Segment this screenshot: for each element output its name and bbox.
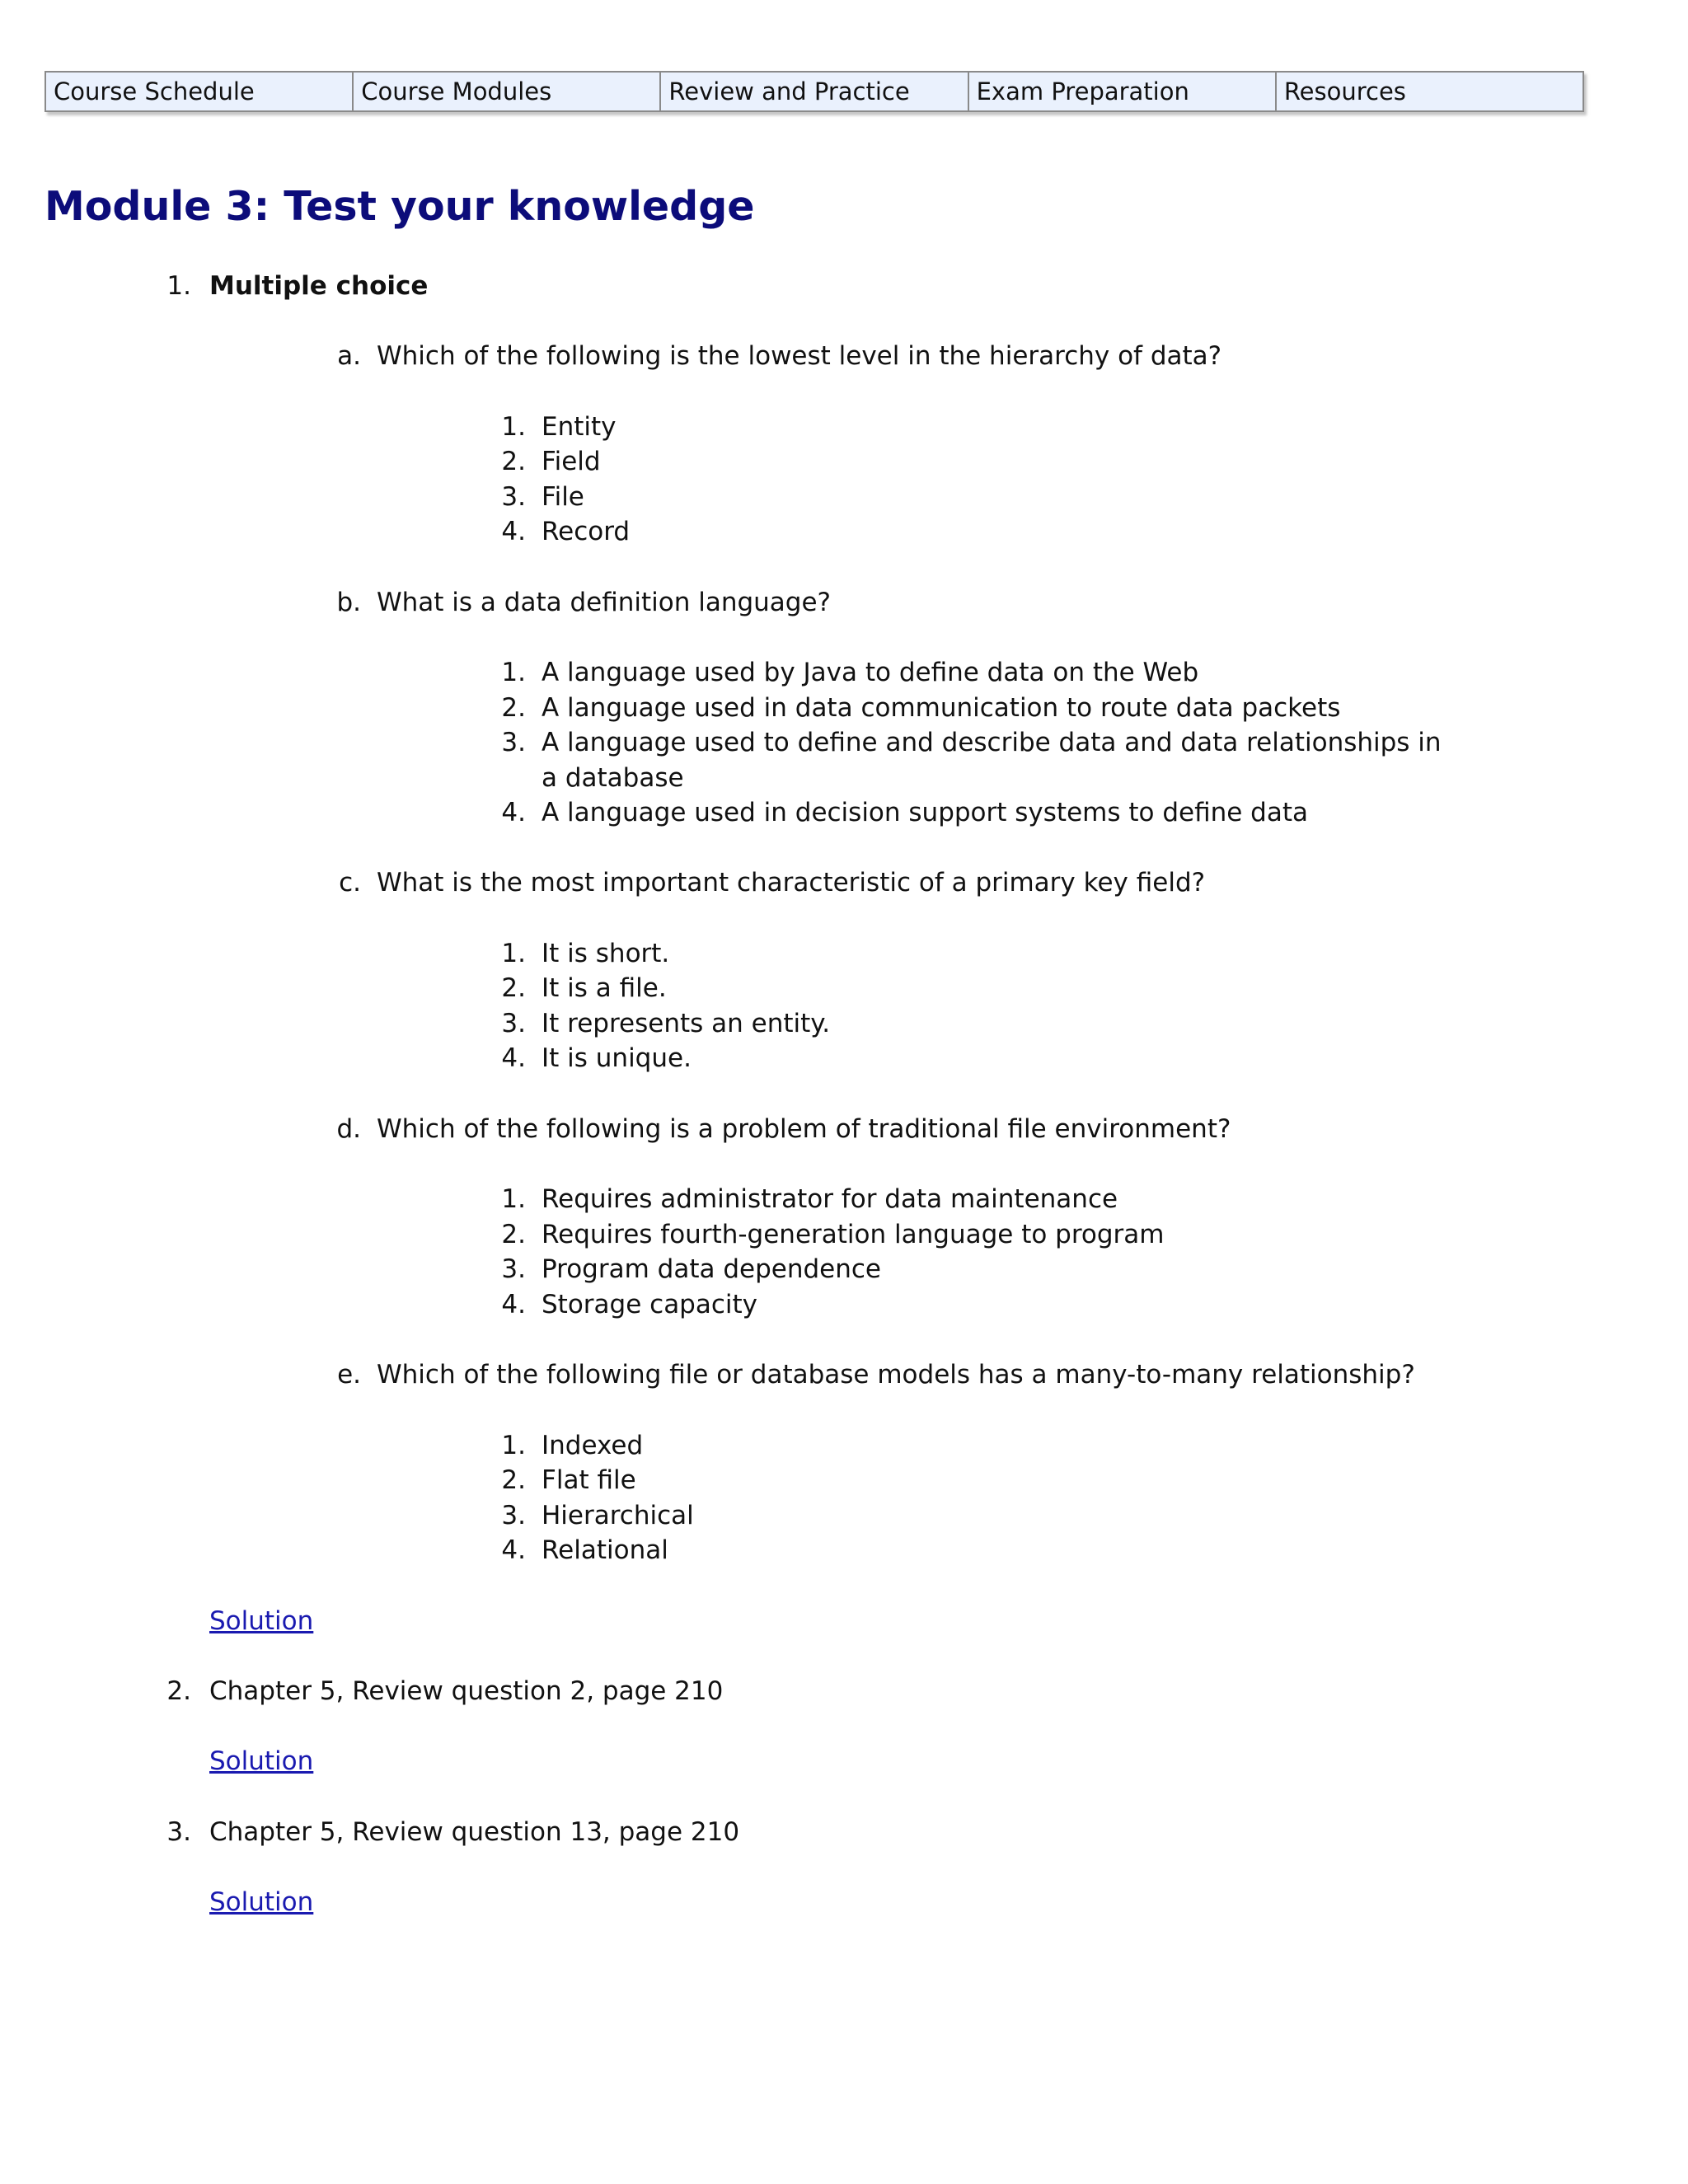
option-text: Relational [542,1535,668,1565]
item-title: Chapter 5, Review question 2, page 210 [209,1676,724,1706]
question-letter: e. [337,1360,361,1390]
nav-tab-course-schedule[interactable]: Course Schedule [46,73,354,110]
option-number: 3. [501,1501,526,1530]
option-text: Storage capacity [542,1290,758,1319]
option-number: 2. [501,447,526,476]
item-title: Chapter 5, Review question 13, page 210 [209,1817,740,1847]
option-number: 3. [501,1009,526,1038]
option-text: Hierarchical [542,1501,694,1530]
nav-tab-review-and-practice[interactable]: Review and Practice [661,73,968,110]
solution-link-2[interactable]: Solution [209,1746,314,1776]
solution-link-3[interactable]: Solution [209,1887,314,1917]
option-text: Field [542,447,601,476]
option-text: A language used to define and describe data and data relationships in [542,728,1442,757]
option-text: It is a file. [542,973,667,1003]
course-nav-bar [45,71,1584,112]
option-text: It represents an entity. [542,1009,831,1038]
option-text: Program data dependence [542,1254,881,1284]
page-title: Module 3: Test your knowledge [45,183,755,230]
solution-link-1[interactable]: Solution [209,1606,314,1636]
option-number: 4. [501,798,526,827]
option-number: 4. [501,1290,526,1319]
option-number: 4. [501,517,526,546]
option-number: 3. [501,482,526,512]
option-number: 2. [501,1220,526,1249]
question-text: Which of the following file or database models has a many-to-many relationship? [377,1360,1415,1390]
question-letter: a. [337,341,361,371]
option-text: A language used in decision support systems to define data [542,798,1308,827]
option-text: Record [542,517,631,546]
option-text: It is short. [542,939,670,968]
item-number: 1. [166,271,191,301]
option-text: Flat file [542,1465,636,1495]
question-text: Which of the following is a problem of traditional file environment? [377,1114,1231,1144]
option-text: A language used by Java to define data on the Web [542,658,1199,687]
item-number: 3. [166,1817,191,1847]
nav-tab-course-modules[interactable]: Course Modules [354,73,661,110]
question-text: Which of the following is the lowest level in the hierarchy of data? [377,341,1222,371]
question-text: What is a data definition language? [377,588,832,617]
option-text-continued: a database [542,763,684,793]
option-number: 2. [501,693,526,723]
question-text: What is the most important characteristic of a primary key field? [377,868,1206,898]
question-letter: b. [336,588,361,617]
option-number: 1. [501,939,526,968]
option-number: 1. [501,658,526,687]
option-number: 3. [501,1254,526,1284]
question-letter: c. [339,868,361,898]
option-number: 1. [501,1184,526,1214]
option-text: File [542,482,584,512]
nav-tab-exam-preparation[interactable]: Exam Preparation [969,73,1277,110]
nav-tab-resources[interactable]: Resources [1277,73,1582,110]
option-number: 2. [501,1465,526,1495]
option-text: A language used in data communication to route data packets [542,693,1341,723]
option-number: 1. [501,1431,526,1460]
option-number: 4. [501,1043,526,1073]
item-title: Multiple choice [209,271,429,301]
option-number: 1. [501,412,526,442]
option-text: Requires administrator for data maintenance [542,1184,1118,1214]
option-text: Indexed [542,1431,644,1460]
question-letter: d. [336,1114,361,1144]
option-number: 3. [501,728,526,757]
option-text: Entity [542,412,617,442]
option-text: Requires fourth-generation language to program [542,1220,1165,1249]
option-text: It is unique. [542,1043,692,1073]
option-number: 4. [501,1535,526,1565]
option-number: 2. [501,973,526,1003]
item-number: 2. [166,1676,191,1706]
